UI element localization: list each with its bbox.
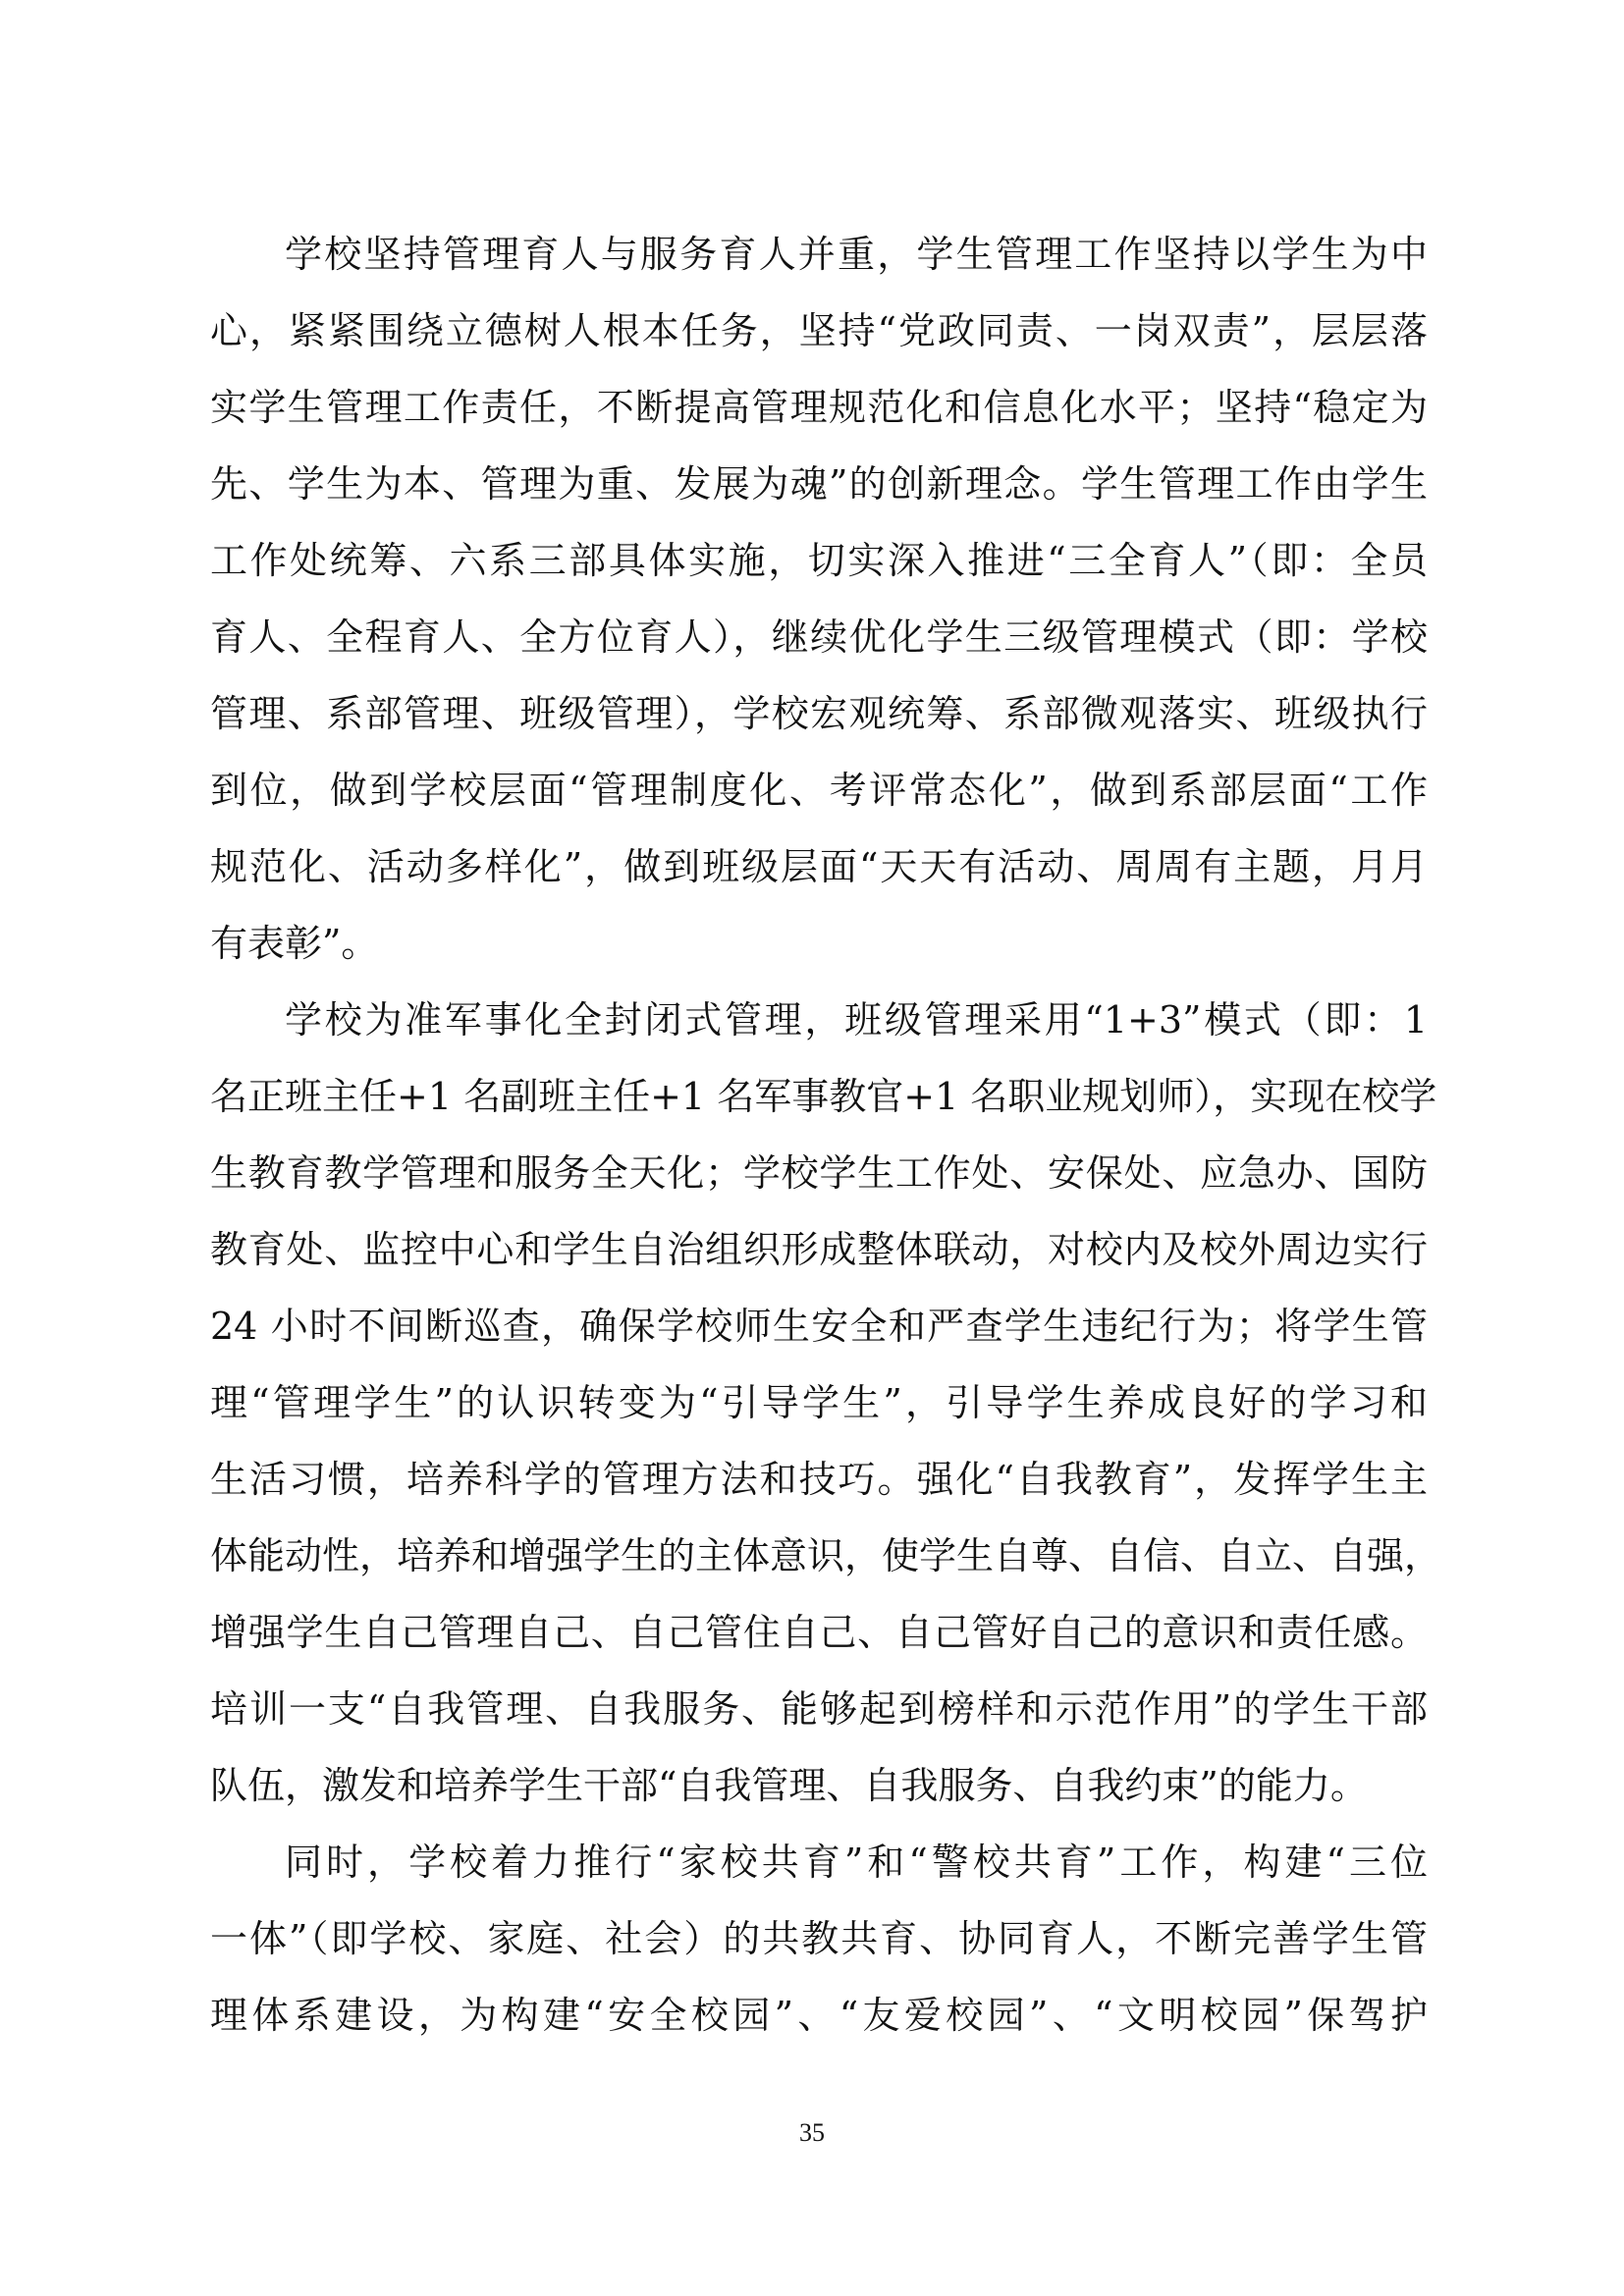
text-line: 一体”（即学校、家庭、社会）的共教共育、协同育人，不断完善学生管	[210, 1917, 1428, 1960]
paragraph-closed-management	[210, 982, 1442, 1824]
text-line: 到位，做到学校层面“管理制度化、考评常态化”，做到系部层面“工作	[210, 769, 1428, 812]
text-line: 增强学生自己管理自己、自己管住自己、自己管好自己的意识和责任感。	[210, 1611, 1428, 1654]
paragraph-student-management-principles	[210, 216, 1428, 982]
text-line: 心，紧紧围绕立德树人根本任务，坚持“党政同责、一岗双责”，层层落	[210, 309, 1428, 352]
text-line: 工作处统筹、六系三部具体实施，切实深入推进“三全育人”（即：全员	[210, 539, 1428, 582]
text-line: 队伍，激发和培养学生干部“自我管理、自我服务、自我约束”的能力。	[210, 1764, 1368, 1807]
text-line: 同时，学校着力推行“家校共育”和“警校共育”工作，构建“三位	[285, 1841, 1428, 1884]
text-line: 体能动性，培养和增强学生的主体意识，使学生自尊、自信、自立、自强，	[210, 1534, 1442, 1577]
text-line: 育人、全程育人、全方位育人），继续优化学生三级管理模式（即：学校	[210, 615, 1428, 659]
text-line: 培训一支“自我管理、自我服务、能够起到榜样和示范作用”的学生干部	[210, 1687, 1428, 1731]
text-line: 理“管理学生”的认识转变为“引导学生”，引导学生养成良好的学习和	[210, 1381, 1428, 1424]
text-line: 24 小时不间断巡查，确保学校师生安全和严查学生违纪行为；将学生管	[210, 1305, 1428, 1348]
text-line: 生活习惯，培养科学的管理方法和技巧。强化“自我教育”，发挥学生主	[210, 1458, 1428, 1501]
text-line: 教育处、监控中心和学生自治组织形成整体联动，对校内及校外周边实行	[210, 1228, 1428, 1271]
text-line: 先、学生为本、管理为重、发展为魂”的创新理念。学生管理工作由学生	[210, 462, 1428, 506]
text-line: 学校为准军事化全封闭式管理，班级管理采用“1+3”模式（即：1	[285, 998, 1428, 1041]
text-line: 规范化、活动多样化”，做到班级层面“天天有活动、周周有主题，月月	[210, 845, 1428, 888]
body-text	[210, 216, 1442, 2054]
text-line: 学校坚持管理育人与服务育人并重，学生管理工作坚持以学生为中	[285, 233, 1428, 276]
text-line: 实学生管理工作责任，不断提高管理规范化和信息化水平；坚持“稳定为	[210, 386, 1428, 429]
paragraph-co-education	[210, 1824, 1428, 2054]
text-line: 管理、系部管理、班级管理），学校宏观统筹、系部微观落实、班级执行	[210, 692, 1428, 735]
page-number: 35	[799, 2118, 825, 2147]
text-line: 有表彰”。	[210, 922, 379, 965]
text-line: 生教育教学管理和服务全天化；学校学生工作处、安保处、应急办、国防	[210, 1151, 1428, 1195]
text-line: 名正班主任+1 名副班主任+1 名军事教官+1 名职业规划师），实现在校学	[210, 1075, 1437, 1118]
text-line: 理体系建设，为构建“安全校园”、“友爱校园”、“文明校园”保驾护	[210, 1994, 1428, 2037]
